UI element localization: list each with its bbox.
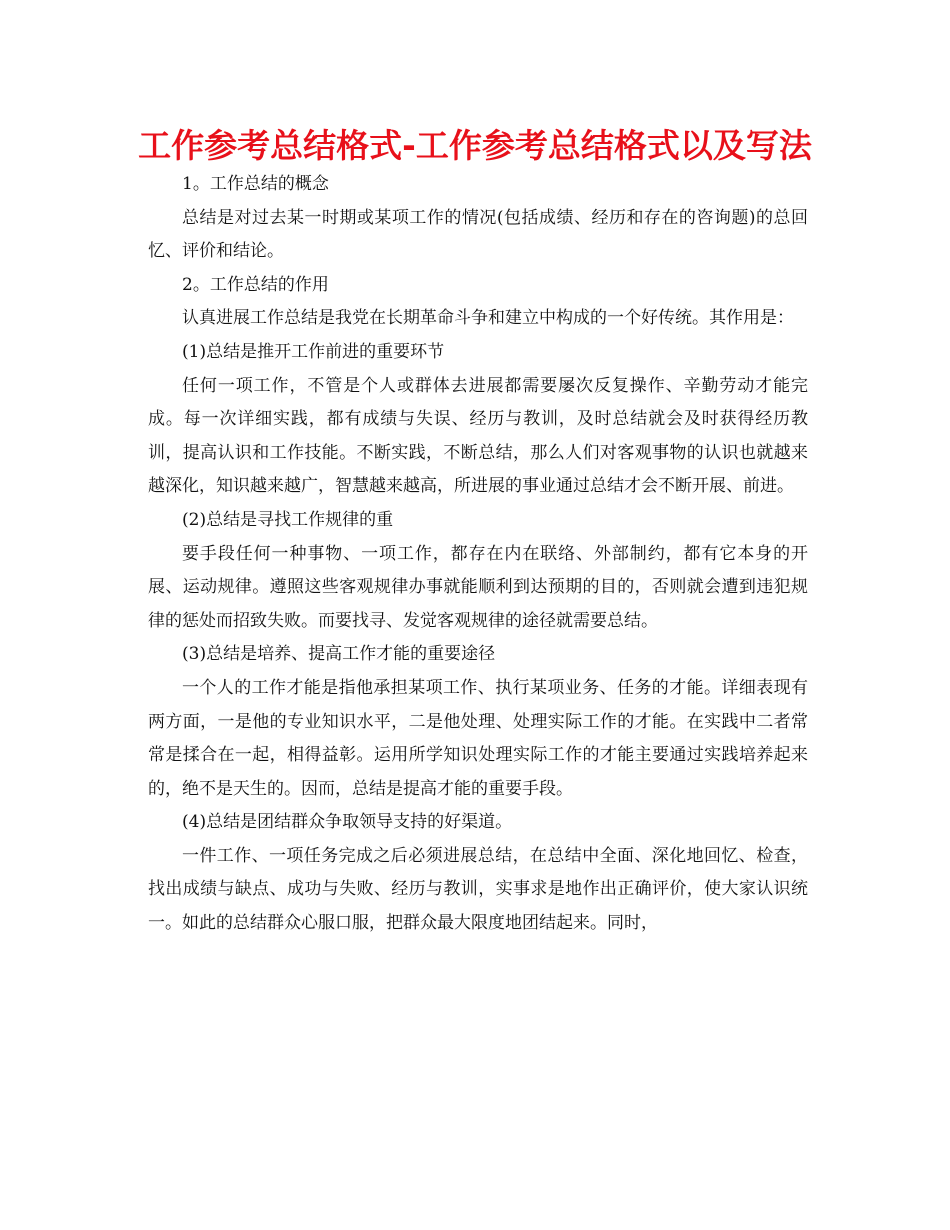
paragraph-1: 总结是对过去某一时期或某项工作的情况(包括成绩、经历和存在的咨询题)的总回忆、评价和结论。 [148,207,808,262]
section-heading-2: 2。工作总结的作用 [182,274,329,295]
paragraph-2: 认真进展工作总结是我党在长期革命斗争和建立中构成的一个好传统。其作用是： [182,308,794,329]
document-body [148,168,808,941]
subsection-heading-1: (1)总结是推开工作前进的重要环节 [182,341,445,362]
paragraph-4: 要手段任何一种事物、一项工作，都存在内在联络、外部制约，都有它本身的开展、运动规律。遵照这些客观规律办事就能顺利到达预期的目的，否则就会遭到违犯规律的惩处而招致失败。而要找寻、发觉客观规律的途径就需要总结。 [148,543,808,631]
section-heading-1: 1。工作总结的概念 [182,174,329,194]
paragraph-5: 一个人的工作才能是指他承担某项工作、执行某项业务、任务的才能。详细表现有两方面，一是他的专业知识水平，二是他处理、处理实际工作的才能。在实践中二者常常是揉合在一起，相得益彰。运用所学知识处理实际工作的才能主要通过实践培养起来的，绝不是天生的。因而，总结是提高才能的重要手段。 [148,677,808,799]
subsection-heading-4: (4)总结是团结群众争取领导支持的好渠道。 [182,812,513,833]
subsection-heading-2: (2)总结是寻找工作规律的重 [182,509,394,530]
subsection-heading-3: (3)总结是培养、提高工作才能的重要途径 [182,644,496,665]
document-title: 工作参考总结格式-工作参考总结格式以及写法 [138,126,812,165]
paragraph-3: 任何一项工作，不管是个人或群体去进展都需要屡次反复操作、辛勤劳动才能完成。每一次详细实践，都有成绩与失误、经历与教训，及时总结就会及时获得经历教训，提高认识和工作技能。不断实践，不断总结，那么人们对客观事物的认识也就越来越深化，知识越来越广，智慧越来越高，所进展的事业通过总结才会不断开展、前进。 [148,375,808,497]
paragraph-6: 一件工作、一项任务完成之后必须进展总结，在总结中全面、深化地回忆、检查，找出成绩与缺点、成功与失败、经历与教训，实事求是地作出正确评价，使大家认识统一。如此的总结群众心服口服，把群众最大限度地团结起来。同时， [148,845,808,934]
